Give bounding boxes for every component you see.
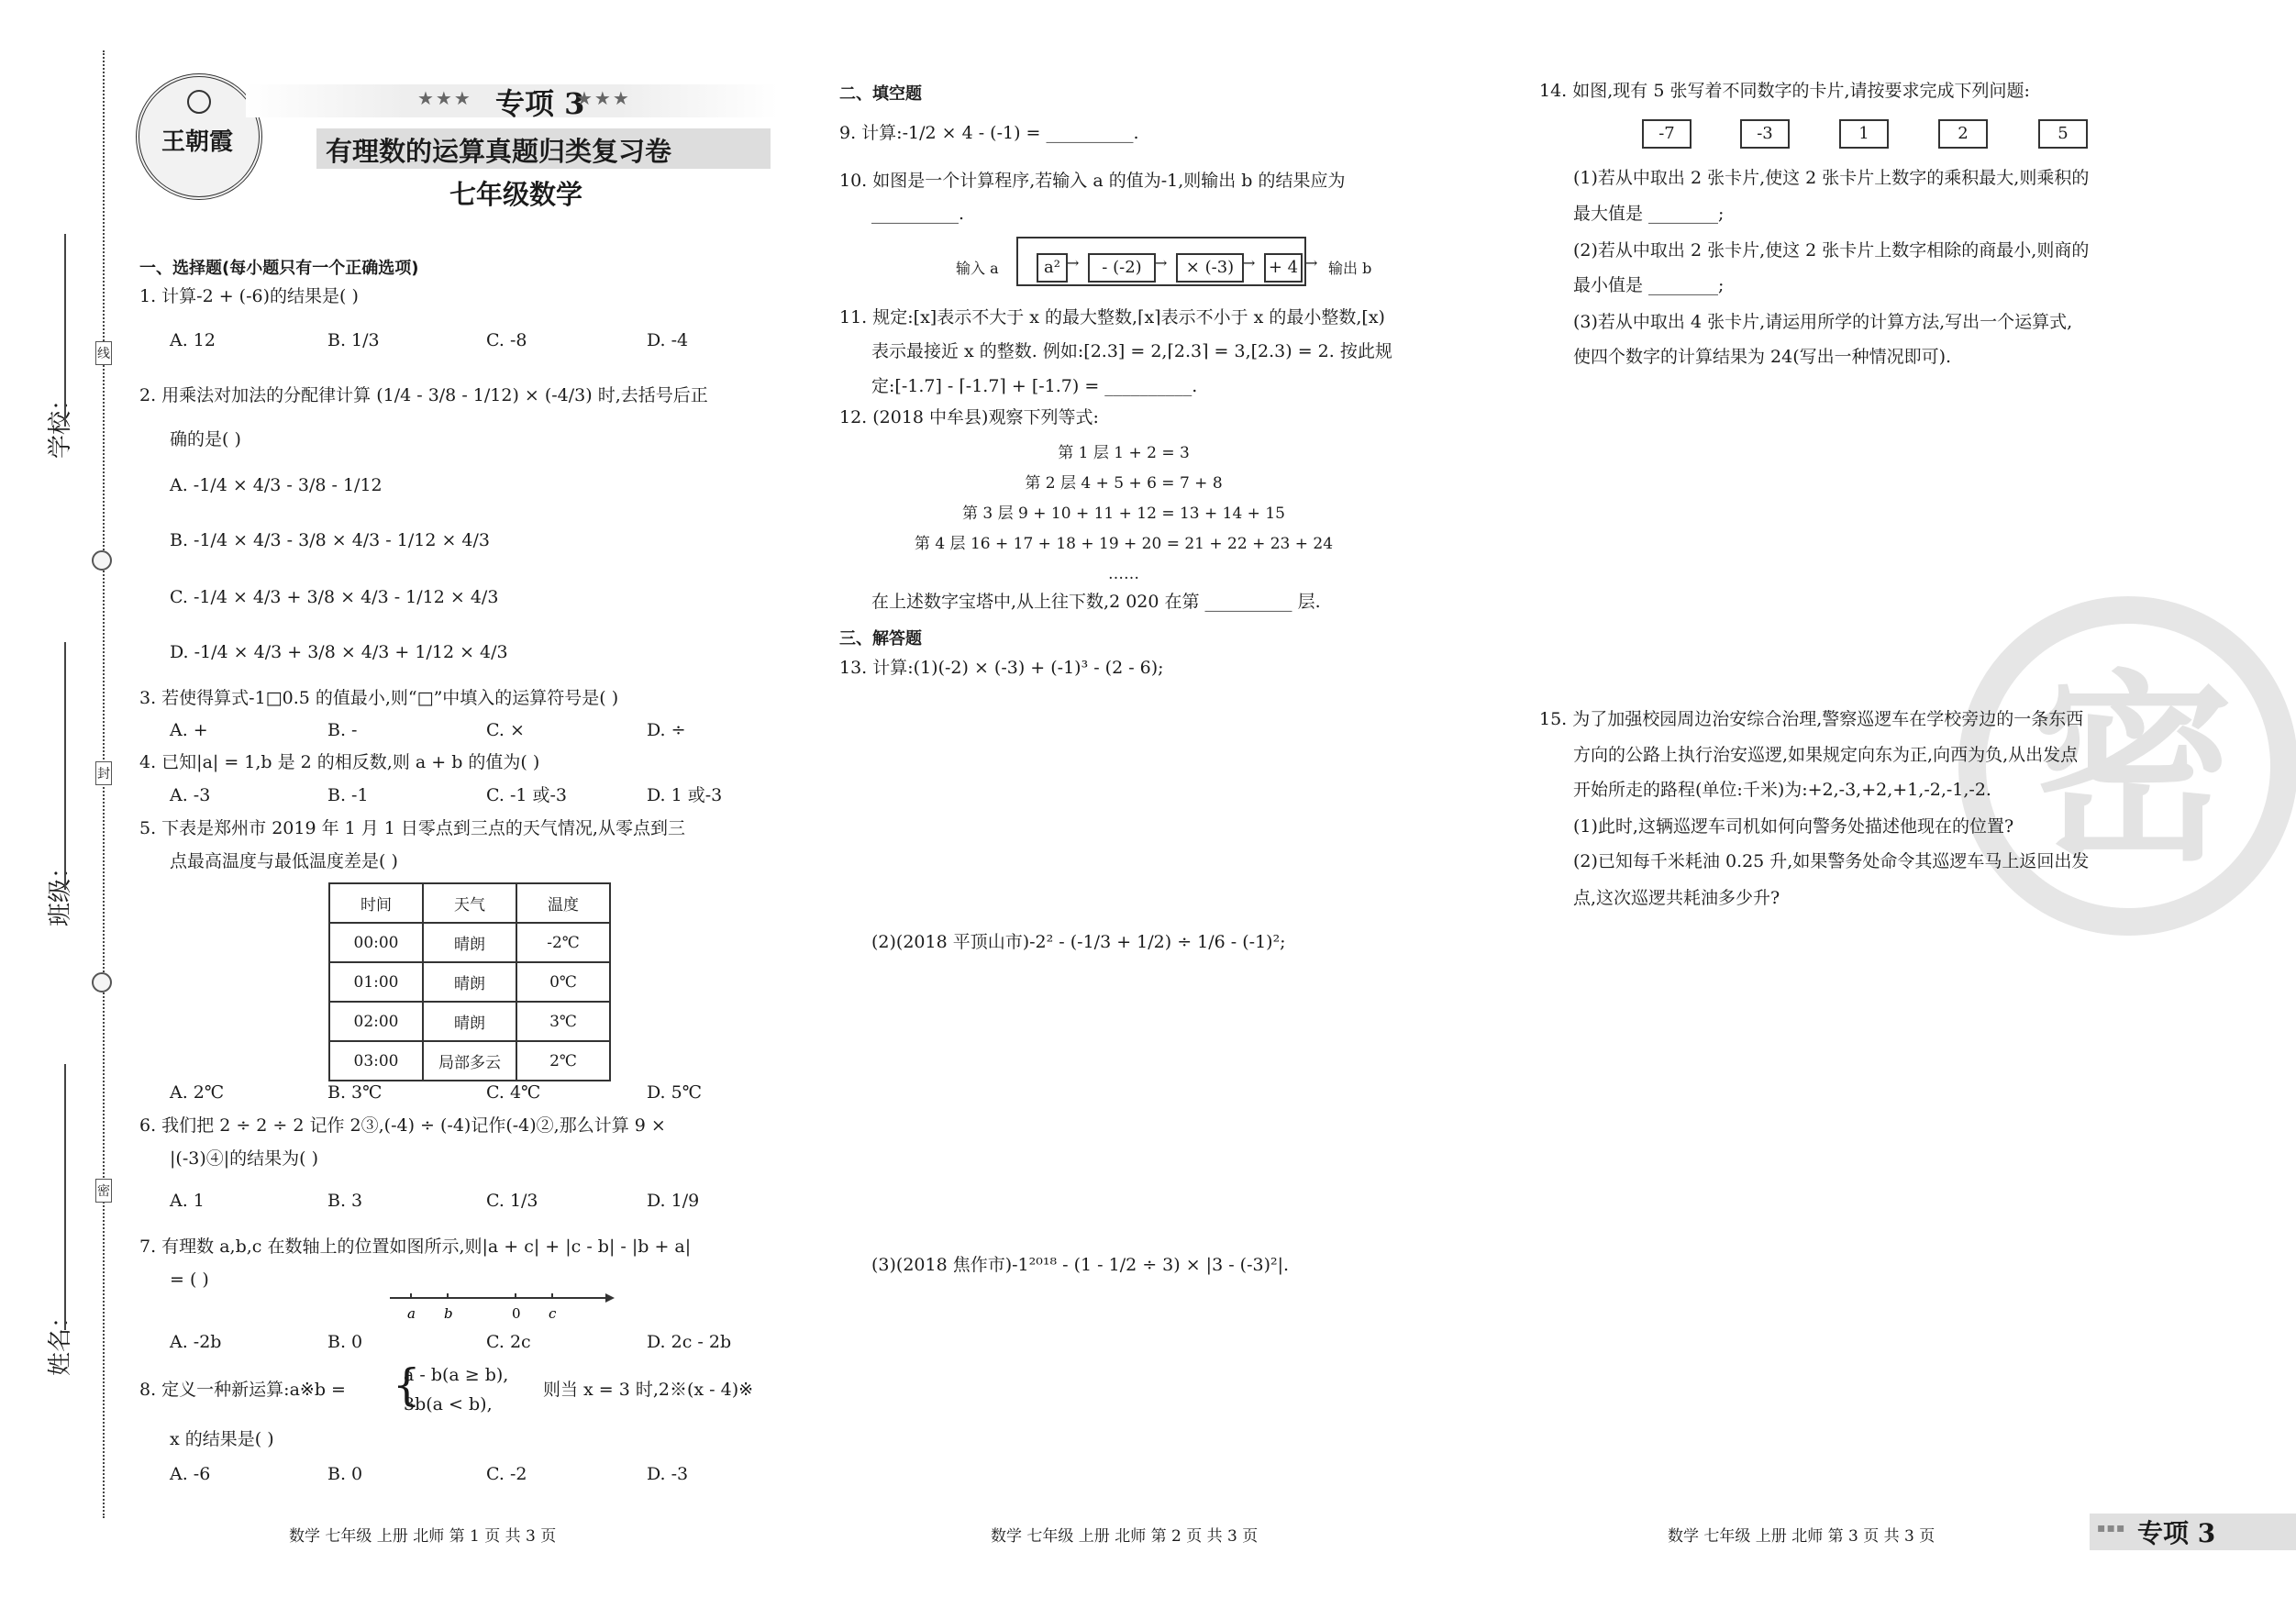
q15-line2: 方向的公路上执行治安巡逻,如果规定向东为正,向西为负,从出发点 <box>1573 745 2079 765</box>
number-line-diagram <box>385 1289 615 1322</box>
q1-stem: 1. 计算-2 + (-6)的结果是( ) <box>139 286 359 306</box>
footer-dots-icon: ▪▪▪ <box>2097 1521 2126 1536</box>
q2-option-b[interactable]: B. -1/4 × 4/3 - 3/8 × 4/3 - 1/12 × 4/3 <box>170 530 491 550</box>
q7-option-c[interactable]: C. 2c <box>486 1332 531 1352</box>
q5-option-a[interactable]: A. 2℃ <box>170 1082 225 1103</box>
flow-output-label: 输出 b <box>1328 260 1372 277</box>
logo-text: 王朝霞 <box>161 128 234 156</box>
flow-arrow-icon: → <box>1243 254 1256 272</box>
q12-question[interactable]: 在上述数字宝塔中,从上往下数,2 020 在第 __________ 层. <box>871 592 1321 612</box>
q11-stem-line2: 表示最接近 x 的整数. 例如:[2.3] = 2,⌈2.3⌉ = 3,[2.3) = 2. 按此规 <box>871 341 1392 361</box>
q5-option-c[interactable]: C. 4℃ <box>486 1082 541 1103</box>
table-header-temp: 温度 <box>516 883 610 923</box>
class-label: 班级： <box>47 854 74 926</box>
q2-option-c[interactable]: C. -1/4 × 4/3 + 3/8 × 4/3 - 1/12 × 4/3 <box>170 587 499 607</box>
q1-option-b[interactable]: B. 1/3 <box>327 330 380 350</box>
q1-option-a[interactable]: A. 12 <box>170 330 216 350</box>
q5-option-d[interactable]: D. 5℃ <box>647 1082 702 1103</box>
table-cell: 2℃ <box>516 1041 610 1081</box>
footer-page1: 数学 七年级 上册 北师 第 1 页 共 3 页 <box>289 1527 557 1546</box>
page-subtitle: 七年级数学 <box>449 179 583 210</box>
q6-option-c[interactable]: C. 1/3 <box>486 1191 538 1211</box>
publisher-logo <box>136 73 262 200</box>
flow-arrow-icon: → <box>1067 254 1080 272</box>
table-header-time: 时间 <box>329 883 423 923</box>
q7-option-b[interactable]: B. 0 <box>327 1332 363 1352</box>
q3-option-b[interactable]: B. - <box>327 720 358 740</box>
q8-stem-tail: 则当 x = 3 时,2※(x - 4)※ <box>543 1380 754 1400</box>
q3-option-a[interactable]: A. + <box>170 720 208 740</box>
axis-label-b: b <box>444 1305 453 1322</box>
axis-label-zero: 0 <box>512 1305 521 1322</box>
q2-stem-line2: 确的是( ) <box>170 429 241 449</box>
q4-option-d[interactable]: D. 1 或-3 <box>647 785 723 805</box>
seal-line-mark: 线 <box>95 341 112 365</box>
flow-input-label: 输入 a <box>956 260 999 277</box>
q8-case1: a - b(a ≥ b), <box>404 1365 509 1385</box>
q13-part3: (3)(2018 焦作市)-1²⁰¹⁸ - (1 - 1/2 ÷ 3) × |3 - (-3)²|. <box>871 1255 1290 1275</box>
pyramid-line: …… <box>1108 565 1139 583</box>
q4-option-b[interactable]: B. -1 <box>327 785 369 805</box>
q6-stem: 6. 我们把 2 ÷ 2 ÷ 2 记作 2③,(-4) ÷ (-4)记作(-4)②,那么计算 9 × <box>139 1115 666 1136</box>
table-header-weather: 天气 <box>423 883 516 923</box>
seal-seal-mark: 封 <box>95 761 112 785</box>
q8-option-d[interactable]: D. -3 <box>647 1464 689 1484</box>
binding-seal-icon <box>92 972 112 993</box>
section-solve-title: 三、解答题 <box>839 629 922 649</box>
table-cell: 01:00 <box>329 962 423 1002</box>
q2-stem: 2. 用乘法对加法的分配律计算 (1/4 - 3/8 - 1/12) × (-4/3) 时,去括号后正 <box>139 385 708 405</box>
q13-part1: 13. 计算:(1)(-2) × (-3) + (-1)³ - (2 - 6); <box>839 658 1164 678</box>
table-cell: 0℃ <box>516 962 610 1002</box>
series-label: 专项 3 <box>495 86 585 121</box>
table-cell: 晴朗 <box>423 962 516 1002</box>
table-cell: 局部多云 <box>423 1041 516 1081</box>
q15-line4: (1)此时,这辆巡逻车司机如何向警务处描述他现在的位置? <box>1573 816 2014 837</box>
footer-page2: 数学 七年级 上册 北师 第 2 页 共 3 页 <box>991 1527 1259 1546</box>
table-cell: 00:00 <box>329 923 423 962</box>
q7-stem: 7. 有理数 a,b,c 在数轴上的位置如图所示,则|a + c| + |c - b| - |b + a| <box>139 1237 692 1257</box>
q6-option-b[interactable]: B. 3 <box>327 1191 363 1211</box>
stars-left-icon: ★★★ <box>417 87 472 109</box>
q10-stem: 10. 如图是一个计算程序,若输入 a 的值为-1,则输出 b 的结果应为 <box>839 171 1346 191</box>
name-field[interactable] <box>64 1064 66 1330</box>
table-row <box>329 1002 610 1041</box>
q14-part1: (1)若从中取出 2 张卡片,使这 2 张卡片上数字的乘积最大,则乘积的 <box>1573 168 2090 188</box>
watermark-seal <box>1958 596 2296 936</box>
q6-stem-line2: |(-3)④|的结果为( ) <box>170 1148 319 1169</box>
q7-option-a[interactable]: A. -2b <box>170 1332 222 1352</box>
card-item: 5 <box>2038 119 2088 149</box>
q3-option-d[interactable]: D. ÷ <box>647 720 686 740</box>
pyramid-line: 第 1 层 1 + 2 = 3 <box>1058 444 1190 462</box>
binding-seal-icon <box>92 550 112 571</box>
q9-stem[interactable]: 9. 计算:-1/2 × 4 - (-1) = __________. <box>839 123 1139 143</box>
table-row <box>329 923 610 962</box>
q1-option-c[interactable]: C. -8 <box>486 330 527 350</box>
school-label: 学校： <box>47 386 74 459</box>
name-label: 姓名： <box>47 1303 74 1376</box>
table-cell: -2℃ <box>516 923 610 962</box>
q3-option-c[interactable]: C. × <box>486 720 525 740</box>
q2-option-d[interactable]: D. -1/4 × 4/3 + 3/8 × 4/3 + 1/12 × 4/3 <box>170 642 508 662</box>
q7-stem-line2: = ( ) <box>170 1270 209 1290</box>
q14-part3: (3)若从中取出 4 张卡片,请运用所学的计算方法,写出一个运算式, <box>1573 312 2073 332</box>
weather-table <box>328 882 611 1081</box>
q12-pyramid <box>839 438 1408 590</box>
flow-op-minus: - (-2) <box>1088 253 1156 283</box>
table-header-row <box>329 883 610 923</box>
card-item: -7 <box>1642 119 1691 149</box>
q5-stem-line2: 点最高温度与最低温度差是( ) <box>170 851 398 871</box>
class-field[interactable] <box>64 642 66 890</box>
flow-arrow-icon: → <box>1155 254 1168 272</box>
q10-answer-blank[interactable]: __________. <box>871 204 965 224</box>
q14-part2-answer[interactable]: 最小值是 ________; <box>1573 275 1725 295</box>
school-field[interactable] <box>64 234 66 427</box>
q3-stem: 3. 若使得算式-1□0.5 的值最小,则“□”中填入的运算符号是( ) <box>139 688 619 708</box>
card-item: 1 <box>1839 119 1889 149</box>
table-row <box>329 962 610 1002</box>
q14-part3-line2: 使四个数字的计算结果为 24(写出一种情况即可). <box>1573 347 1952 367</box>
table-row <box>329 1041 610 1081</box>
page-title: 有理数的运算真题归类复习卷 <box>326 136 672 167</box>
q15-line5: (2)已知每千米耗油 0.25 升,如果警务处命令其巡逻车马上返回出发 <box>1573 851 2090 871</box>
flow-arrow-icon: → <box>1305 254 1318 272</box>
q5-option-b[interactable]: B. 3℃ <box>327 1082 383 1103</box>
q7-option-d[interactable]: D. 2c - 2b <box>647 1332 732 1352</box>
card-item: 2 <box>1938 119 1988 149</box>
axis-label-a: a <box>407 1305 416 1322</box>
table-cell: 03:00 <box>329 1041 423 1081</box>
pyramid-line: 第 2 层 4 + 5 + 6 = 7 + 8 <box>1025 474 1223 493</box>
flow-op-times: × (-3) <box>1176 253 1244 283</box>
brace-icon: { <box>393 1359 421 1411</box>
watermark-text: 密 <box>2032 653 2235 888</box>
footer-series-tag: 专项 3 <box>2137 1518 2216 1548</box>
q4-option-a[interactable]: A. -3 <box>170 785 211 805</box>
q5-stem: 5. 下表是郑州市 2019 年 1 月 1 日零点到三点的天气情况,从零点到三 <box>139 818 685 838</box>
q8-stem-line2: x 的结果是( ) <box>170 1429 274 1449</box>
table-cell: 晴朗 <box>423 923 516 962</box>
q12-stem: 12. (2018 中牟县)观察下列等式: <box>839 407 1099 427</box>
q14-stem: 14. 如图,现有 5 张写着不同数字的卡片,请按要求完成下列问题: <box>1539 81 2030 101</box>
q8-option-a[interactable]: A. -6 <box>170 1464 211 1484</box>
q2-option-a[interactable]: A. -1/4 × 4/3 - 3/8 - 1/12 <box>170 475 383 495</box>
q1-option-d[interactable]: D. -4 <box>647 330 689 350</box>
q14-part1-answer[interactable]: 最大值是 ________; <box>1573 204 1725 224</box>
q8-case2: 3b(a < b), <box>404 1394 493 1414</box>
q8-option-b[interactable]: B. 0 <box>327 1464 363 1484</box>
q15-line3: 开始所走的路程(单位:千米)为:+2,-3,+2,+1,-2,-1,-2. <box>1573 780 1991 800</box>
seal-secret-mark: 密 <box>95 1179 112 1203</box>
section-choice-title: 一、选择题(每小题只有一个正确选项) <box>139 259 419 278</box>
q8-option-c[interactable]: C. -2 <box>486 1464 527 1484</box>
flow-op-plus: + 4 <box>1264 253 1303 283</box>
q14-part2: (2)若从中取出 2 张卡片,使这 2 张卡片上数字相除的商最小,则商的 <box>1573 240 2090 261</box>
q15-line1: 15. 为了加强校园周边治安综合治理,警察巡逻车在学校旁边的一条东西 <box>1539 709 2084 729</box>
q13-part2: (2)(2018 平顶山市)-2² - (-1/3 + 1/2) ÷ 1/6 - (-1)²; <box>871 932 1286 952</box>
q6-option-d[interactable]: D. 1/9 <box>647 1191 700 1211</box>
q4-option-c[interactable]: C. -1 或-3 <box>486 785 567 805</box>
table-cell: 3℃ <box>516 1002 610 1041</box>
q15-line6: 点,这次巡逻共耗油多少升? <box>1573 888 1780 908</box>
footer-page3: 数学 七年级 上册 北师 第 3 页 共 3 页 <box>1668 1527 1936 1546</box>
q11-stem: 11. 规定:[x]表示不大于 x 的最大整数,⌈x⌉表示不小于 x 的最小整数,[x) <box>839 307 1385 327</box>
logo-emblem-icon <box>187 90 211 114</box>
section-fill-title: 二、填空题 <box>839 84 922 104</box>
card-item: -3 <box>1740 119 1790 149</box>
table-cell: 晴朗 <box>423 1002 516 1041</box>
q6-option-a[interactable]: A. 1 <box>170 1191 205 1211</box>
pyramid-line: 第 4 层 16 + 17 + 18 + 19 + 20 = 21 + 22 + 23 + 24 <box>914 535 1334 553</box>
axis-label-c: c <box>549 1305 557 1322</box>
stars-right-icon: ★★★ <box>576 87 631 109</box>
pyramid-line: 第 3 层 9 + 10 + 11 + 12 = 13 + 14 + 15 <box>962 505 1285 523</box>
flow-op-square: a² <box>1037 253 1068 283</box>
table-cell: 02:00 <box>329 1002 423 1041</box>
q8-stem: 8. 定义一种新运算:a※b = <box>139 1380 346 1400</box>
q4-stem: 4. 已知|a| = 1,b 是 2 的相反数,则 a + b 的值为( ) <box>139 752 540 772</box>
q11-stem-line3[interactable]: 定:[-1.7] - ⌈-1.7⌉ + [-1.7) = __________. <box>871 376 1198 396</box>
